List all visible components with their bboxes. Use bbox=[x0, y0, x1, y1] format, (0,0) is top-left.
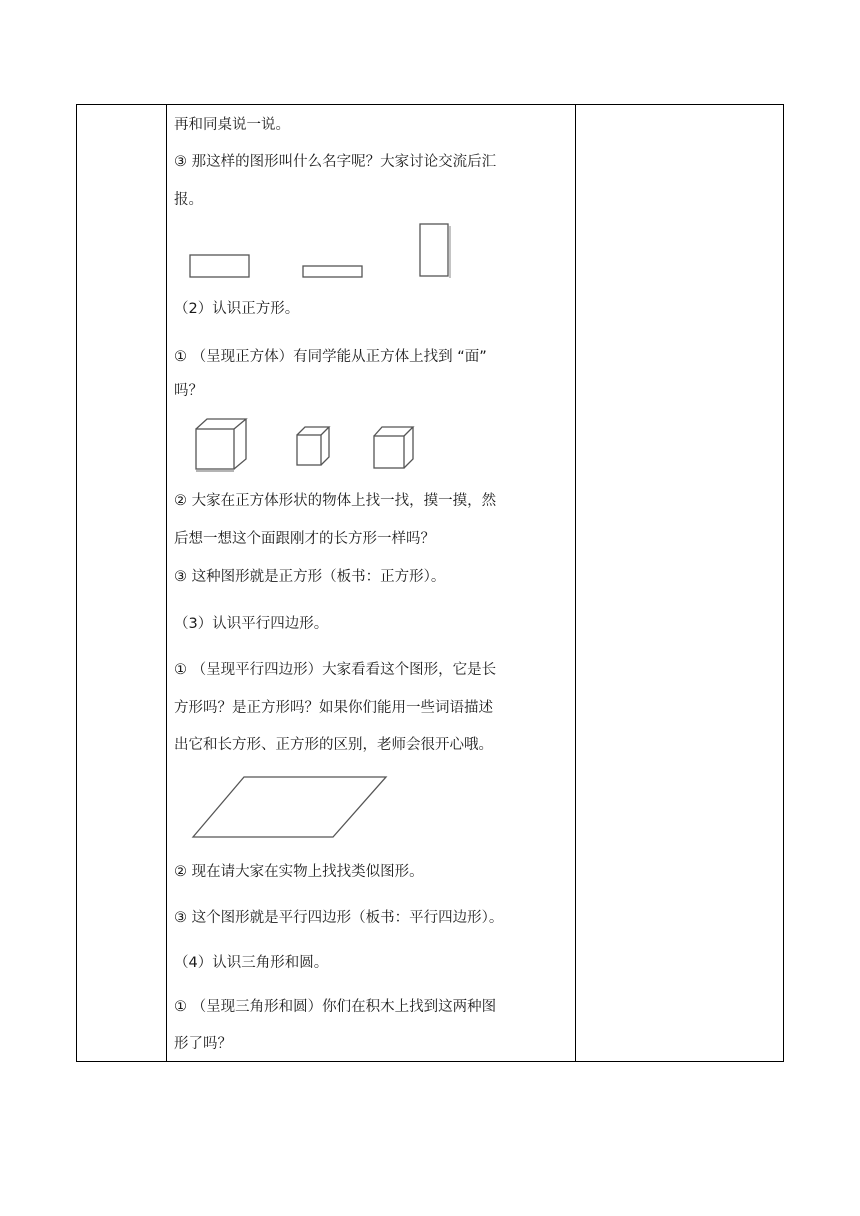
rectangle-shape bbox=[420, 224, 448, 276]
rectangle-shape bbox=[303, 266, 362, 277]
text-line: ① （呈现三角形和圆）你们在积木上找到这两种图 bbox=[174, 999, 497, 1015]
parallelogram-figure bbox=[167, 773, 577, 843]
text-line: （4）认识三角形和圆。 bbox=[174, 955, 329, 971]
text-line: ③ 那这样的图形叫什么名字呢？大家讨论交流后汇 bbox=[174, 154, 497, 170]
text-line: 报。 bbox=[174, 192, 203, 208]
parallelogram-shape bbox=[193, 777, 386, 837]
text-line: 再和同桌说一说。 bbox=[174, 117, 290, 133]
text-line: 方形吗？是正方形吗？如果你们能用一些词语描述 bbox=[174, 700, 493, 716]
text-line: ③ 这个图形就是平行四边形（板书：平行四边形）。 bbox=[174, 910, 504, 926]
cube-shape bbox=[196, 419, 246, 471]
text-line: 出它和长方形、正方形的区别，老师会很开心哦。 bbox=[174, 737, 493, 753]
cube-shape bbox=[297, 427, 329, 465]
cubes-figure bbox=[167, 415, 577, 475]
text-line: 形了吗？ bbox=[174, 1036, 232, 1052]
text-line: （3）认识平行四边形。 bbox=[174, 616, 329, 632]
text-line: 吗？ bbox=[174, 383, 203, 399]
cube-shape bbox=[374, 427, 413, 468]
lesson-table bbox=[76, 104, 784, 1062]
text-line: 后想一想这个面跟刚才的长方形一样吗？ bbox=[174, 531, 435, 547]
text-line: ③ 这种图形就是正方形（板书：正方形）。 bbox=[174, 569, 446, 585]
text-line: （2）认识正方形。 bbox=[174, 301, 300, 317]
text-line: ① （呈现平行四边形）大家看看这个图形，它是长 bbox=[174, 662, 497, 678]
rectangle-shape bbox=[190, 255, 249, 277]
lesson-content-cell bbox=[167, 105, 577, 1061]
rectangles-figure bbox=[167, 221, 577, 281]
text-line: ② 现在请大家在实物上找找类似图形。 bbox=[174, 864, 424, 880]
text-line: ② 大家在正方体形状的物体上找一找，摸一摸，然 bbox=[174, 493, 497, 509]
text-line: ① （呈现正方体）有同学能从正方体上找到 “面” bbox=[174, 349, 487, 365]
